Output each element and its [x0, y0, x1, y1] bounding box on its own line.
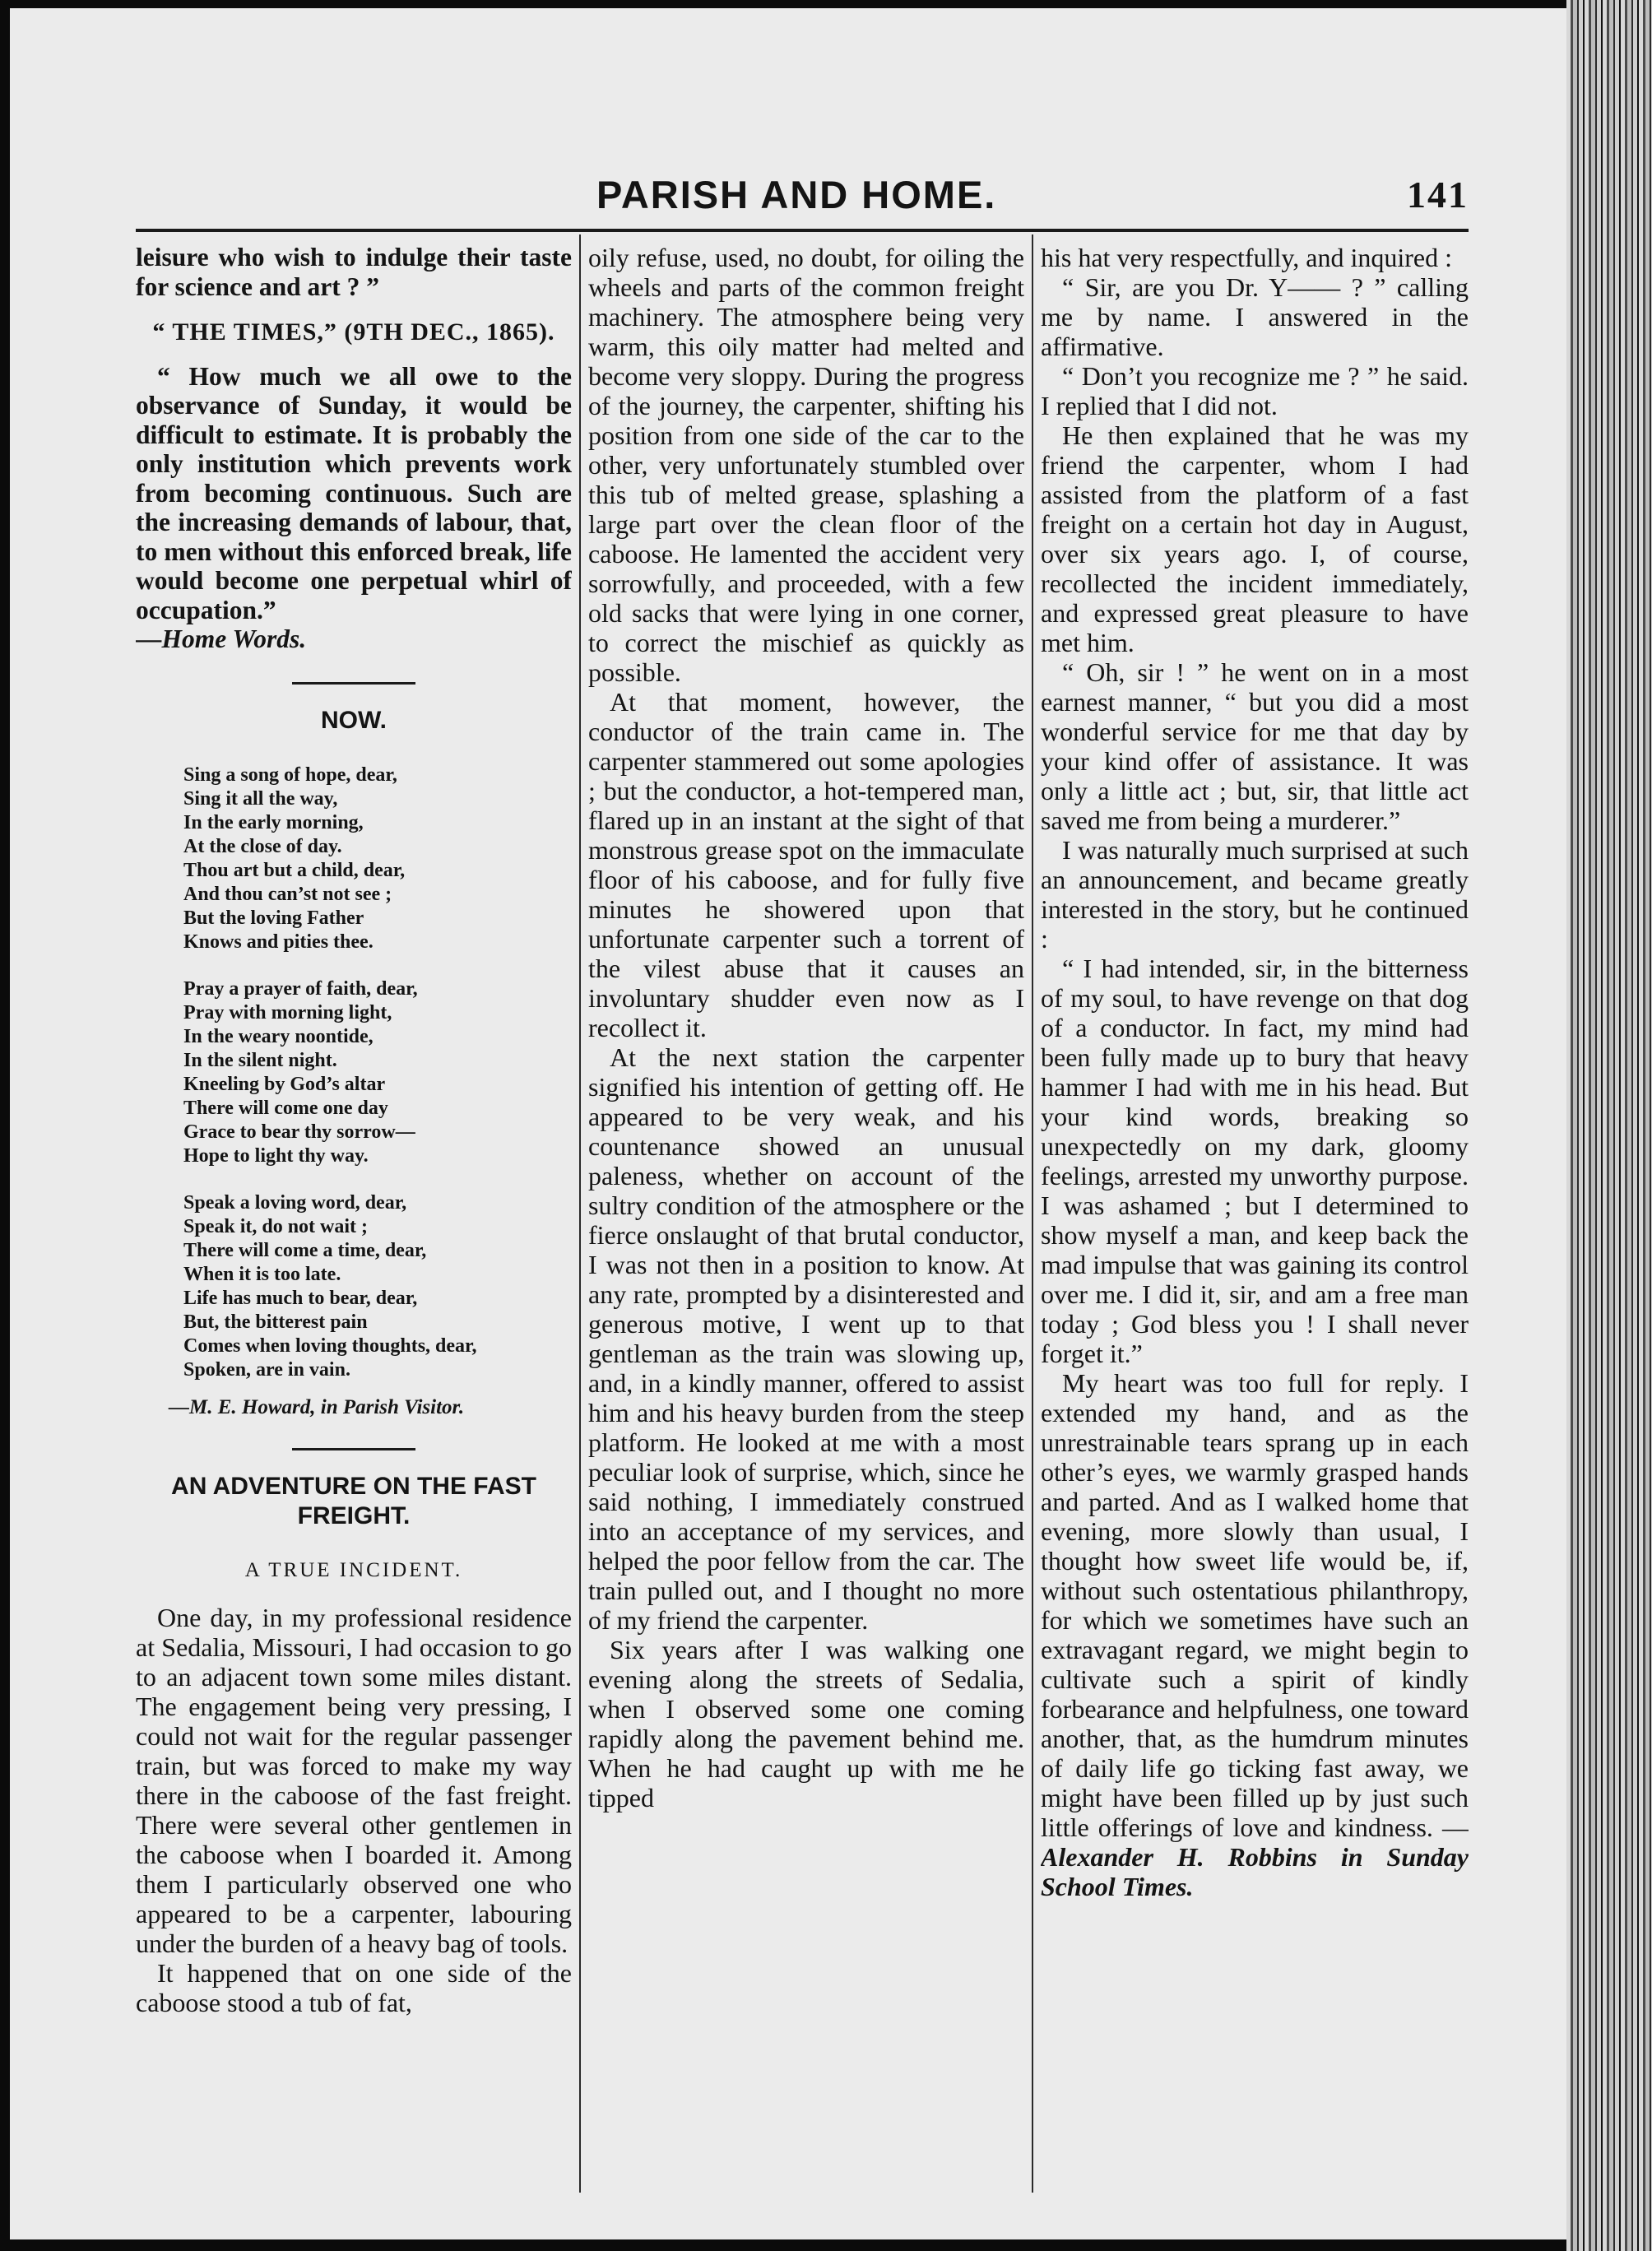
poem-line: In the silent night.: [183, 1049, 337, 1071]
book-binding-edge: [1566, 0, 1652, 2251]
poem-line: Pray a prayer of faith, dear,: [183, 977, 418, 1000]
poem-line: But, the bitterest pain: [183, 1311, 368, 1333]
poem-title: NOW.: [321, 706, 387, 734]
page-header: [136, 169, 1469, 226]
poem-line: Life has much to bear, dear,: [183, 1287, 418, 1309]
article-closing-text: My heart was too full for reply. I extended my hand, and as the unrestrainable tears sprang up in each other’s eyes, we warmly grasped hands and parted. And as I walked home that evening, more slowly than usual, I thought how sweet life would be, if, without such ostentatious philanthropy, for which we sometimes have such an extravagant regard, we might begin to cultivate such a spirit of kindly forbearance and helpfulness, one toward another, that, as the humdrum minutes of daily life go ticking fast away, we might have been filled up by just such little offerings of love and kindness. —: [1041, 1368, 1469, 1842]
article-body-part-1: [136, 1603, 572, 2017]
poem-line: Sing it all the way,: [183, 787, 338, 810]
article-paragraph: Six years after I was walking one evening along the streets of Sedalia, when I observed some one coming rapidly along the pavement behind me. When he had caught up with me he tipped: [588, 1635, 1024, 1812]
poem-line: At the close of day.: [183, 835, 342, 857]
article-signature: Alexander H. Robbins in Sunday School Times.: [1041, 1842, 1469, 1901]
article-paragraph: It happened that on one side of the caboose stood a tub of fat,: [136, 1958, 572, 2017]
poem-line: Comes when loving thoughts, dear,: [183, 1334, 477, 1357]
times-quote-text: “ How much we all owe to the observance of Sunday, it would be difficult to estimate. It is probably the only institution which prevents work from becoming continuous. Such are the increasing demands of labour, that, to men without this enforced break, life would become one perpetual whirl of occupation.”: [136, 361, 572, 624]
section-divider-1: [292, 682, 415, 685]
poem-credit: —M. E. Howard, in Parish Visitor.: [169, 1395, 465, 1418]
poem-line: Sing a song of hope, dear,: [183, 763, 397, 786]
running-title: PARISH AND HOME.: [596, 173, 997, 216]
poem-line: When it is too late.: [183, 1263, 341, 1285]
poem: [183, 763, 572, 1382]
poem-line: Speak it, do not wait ;: [183, 1215, 369, 1237]
times-quote-heading: “ THE TIMES,” (9TH DEC., 1865).: [152, 318, 555, 346]
article-paragraph: I was naturally much surprised at such an announcement, and became greatly interested in the story, but he continued :: [1041, 835, 1469, 954]
poem-line: Grace to bear thy sorrow—: [183, 1121, 415, 1143]
article-paragraph: At the next station the carpenter signified his intention of getting off. He appeared to be very weak, and his countenance showed an unusual paleness, whether on account of the sultry condition of the atmosphere or the fierce onslaught of that brutal conductor, I was not then in a position to know. At any rate, prompted by a disinterested and generous motive, I went up to that gentleman as the train was slowing up, and, in a kindly manner, offered to assist him and his heavy burden from the steep platform. He looked at me with a most peculiar look of surprise, which, since he said nothing, I immediately construed into an acceptance of my services, and helped the poor fellow from the car. The train pulled out, and I thought no more of my friend the carpenter.: [588, 1042, 1024, 1635]
poem-line: And thou can’st not see ;: [183, 883, 392, 905]
article-paragraph: “ I had intended, sir, in the bitterness of my soul, to have revenge on that dog of a conductor. In fact, my mind had been fully made up to bury that heavy hammer I had with me in his head. But your kind words, breaking so unexpectedly on my dark, gloomy feelings, arrested my unworthy purpose. I was ashamed ; but I determined to show myself a man, and keep back the mad impulse that was gaining its control over me. I did it, sir, and am a free man today ; God bless you ! I shall never forget it.”: [1041, 954, 1469, 1368]
poem-line: There will come one day: [183, 1097, 388, 1119]
poem-line: In the weary noontide,: [183, 1025, 374, 1047]
page-number: 141: [1407, 174, 1469, 216]
times-quote: [136, 362, 572, 625]
poem-stanza-3: [183, 1191, 572, 1382]
poem-line: Kneeling by God’s altar: [183, 1073, 386, 1095]
poem-stanza-2: [183, 977, 572, 1168]
poem-line: In the early morning,: [183, 811, 364, 833]
article-paragraph: his hat very respectfully, and inquired :: [1041, 243, 1452, 272]
column-1: [136, 243, 572, 2201]
poem-line: Thou art but a child, dear,: [183, 859, 406, 881]
article-paragraph: “ Sir, are you Dr. Y—— ? ” calling me by name. I answered in the affirmative.: [1041, 272, 1469, 361]
article-paragraph: oily refuse, used, no doubt, for oiling the wheels and parts of the common freight machinery. The atmosphere being very warm, this oily matter had melted and become very sloppy. During the progress of the journey, the carpenter, shifting his position from one side of the car to the other, very unfortunately stumbled over this tub of melted grease, splashing a large part over the clean floor of the caboose. He lamented the accident very sorrowfully, and proceeded, with a few old sacks that were lying in one corner, to correct the mischief as quickly as possible.: [588, 243, 1024, 687]
article-title: AN ADVENTURE ON THE FAST FREIGHT.: [171, 1472, 536, 1529]
column-divider-1: [579, 234, 581, 2193]
poem-line: Pray with morning light,: [183, 1001, 392, 1023]
poem-line: Spoken, are in vain.: [183, 1358, 350, 1381]
times-attribution: —Home Words.: [136, 624, 307, 653]
article-paragraph: He then explained that he was my friend the carpenter, whom I had assisted from the platform of a fast freight on a certain hot day in August, over six years ago. I, of course, recollected the incident immediately, and expressed great pleasure to have met him.: [1041, 420, 1469, 657]
times-attribution-line: [136, 624, 572, 654]
article-paragraph: At that moment, however, the conductor of the train came in. The carpenter stammered out some apologies ; but the conductor, a hot-tempered man, flared up in an instant at the sight of that monstrous grease spot on the immaculate floor of his caboose, and for fully five minutes he showered upon that unfortunate carpenter such a torrent of the vilest abuse that it causes an involuntary shudder even now as I recollect it.: [588, 687, 1024, 1042]
poem-line: There will come a time, dear,: [183, 1239, 427, 1261]
article-paragraph: “ Oh, sir ! ” he went on in a most earnest manner, “ but you did a most wonderful service for me that day by your kind offer of assistance. It was only a little act ; but, sir, that little act saved me from being a murderer.”: [1041, 657, 1469, 835]
poem-stanza-1: [183, 763, 572, 954]
poem-line: Hope to light thy way.: [183, 1144, 369, 1167]
poem-line: Knows and pities thee.: [183, 931, 374, 953]
section-divider-2: [292, 1448, 415, 1450]
article-paragraph: One day, in my professional residence at Sedalia, Missouri, I had occasion to go to an adjacent town some miles distant. The engagement being very pressing, I could not wait for the regular passenger train, but was forced to make my way there in the caboose of the fast freight. There were several other gentlemen in the caboose when I boarded it. Among them I particularly observed one who appeared to be a carpenter, labouring under the burden of a heavy bag of tools.: [136, 1603, 572, 1958]
article-subtitle: A TRUE INCIDENT.: [244, 1558, 463, 1581]
column-2: [588, 243, 1024, 2201]
column-divider-2: [1032, 234, 1033, 2193]
article-paragraph: “ Don’t you recognize me ? ” he said. I replied that I did not.: [1041, 361, 1469, 420]
quote-continuation: leisure who wish to indulge their taste for science and art ? ”: [136, 243, 572, 301]
column-3: [1041, 243, 1469, 2201]
header-rule: [136, 229, 1469, 232]
poem-line: Speak a loving word, dear,: [183, 1191, 407, 1214]
article-paragraph: [1041, 1368, 1469, 1901]
poem-line: But the loving Father: [183, 907, 364, 929]
